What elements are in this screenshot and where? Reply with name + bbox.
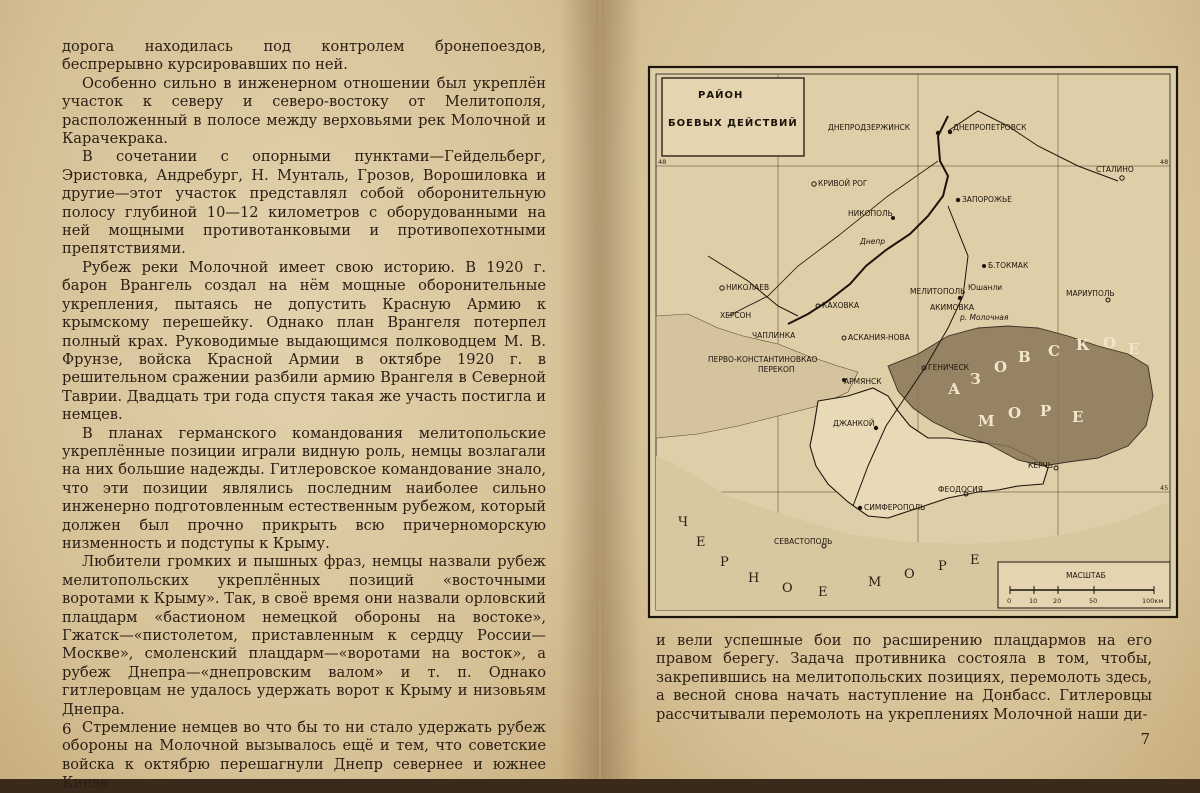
city-dot <box>958 296 962 300</box>
city-dot <box>936 131 940 135</box>
sea-letter: О <box>904 567 915 582</box>
city-dot <box>956 198 960 202</box>
sea-letter: Е <box>970 553 980 568</box>
scale-tick-label: 100км <box>1142 597 1164 605</box>
city-label: ЧАПЛИНКА <box>752 331 796 340</box>
city-label: АСКАНИЯ-НОВА <box>848 333 910 342</box>
sea-letter: М <box>868 575 882 590</box>
sea-letter: О <box>782 581 793 596</box>
city-label: ДНЕПРОПЕТРОВСК <box>953 123 1027 132</box>
sea-letter: З <box>970 370 981 388</box>
grid-label: 45 <box>1160 484 1169 492</box>
river-label: Днепр <box>860 237 886 246</box>
scale-tick-label: 20 <box>1053 597 1062 605</box>
sea-letter: Н <box>748 571 760 586</box>
city-label: АКИМОВКА <box>930 303 975 312</box>
gutter-shadow <box>601 0 641 779</box>
sea-letter: Ч <box>678 515 689 530</box>
battle-area-map <box>648 66 1178 618</box>
paragraph: В сочетании с опорными пунктами—Гейдельберг, Эристовка, Андребург, Н. Мунталь, Грозов, Ворошиловка и другие—этот участок представлял собой оборонительную полосу глубиной 10—12 километров с оборудованными на ней мощными противотанковыми и противопехотными препятствиями. <box>62 148 546 258</box>
paragraph: Особенно сильно в инженерном отношении был укреплён участок к северу и северо-востоку от Мелитополя, расположенный в полосе между верховьями рек Молочной и Карачекрака. <box>62 74 546 148</box>
left-page <box>0 0 600 792</box>
city-label: СТАЛИНО <box>1096 165 1134 174</box>
city-dot <box>858 506 862 510</box>
sea-letter: Р <box>938 559 947 574</box>
city-label: КЕРЧЬ <box>1028 461 1053 470</box>
map-title: РАЙОН <box>698 90 744 101</box>
paragraph: и вели успешные бои по расширению плацдармов на его правом берегу. Задача противника состояла в том, чтобы, закрепившись на мелитопольских позициях, перемолоть здесь, а весной снова начать наступление на Донбасс. Гитлеровцы рассчитывали перемолоть на укреплениях Молочной наши ди- <box>656 632 1152 723</box>
city-label: Б.ТОКМАК <box>988 261 1029 270</box>
city-label: ДЖАНКОЙ <box>833 419 875 428</box>
sea-letter: Е <box>1072 408 1084 426</box>
city-label: НИКОПОЛЬ <box>848 209 893 218</box>
city-label: АРМЯНСК <box>844 377 882 386</box>
left-page-text <box>62 38 546 793</box>
city-label: Юшанли <box>968 283 1003 292</box>
right-page-text <box>656 632 1152 724</box>
sea-letter: Р <box>1040 402 1052 420</box>
sea-letter: А <box>948 380 961 398</box>
page-number: 7 <box>1140 730 1150 748</box>
city-label: СИМФЕРОПОЛЬ <box>864 503 926 512</box>
city-label: ПЕРЕКОП <box>758 365 795 374</box>
grid-label: 48 <box>658 158 667 166</box>
scale-label: МАСШТАБ <box>1066 571 1106 580</box>
sea-letter: Е <box>1128 340 1140 358</box>
sea-letter: Р <box>720 555 729 570</box>
scale-tick-label: 10 <box>1029 597 1038 605</box>
city-label: ХЕРСОН <box>720 311 752 320</box>
city-label: ПЕРВО-КОНСТАНТИНОВКАО <box>708 355 818 364</box>
sea-letter: О <box>1103 334 1117 352</box>
city-label: НИКОЛАЕВ <box>726 283 770 292</box>
paragraph: В планах германского командования мелитопольские укреплённые позиции играли видную роль, немцы возлагали на них большие надежды. Гитлеровское командование знало, что эти позиции являлись последним наиболее сильно инженерно подготовленным естественным рубежом, который должен был прочно прикрыть всю причерноморскую низменность и подступы к Крыму. <box>62 424 546 552</box>
sea-letter: К <box>1076 336 1090 354</box>
paragraph: дорога находилась под контролем бронепоездов, беспрерывно курсировавших по ней. <box>62 38 546 74</box>
sea-letter: В <box>1018 348 1031 366</box>
gutter-shadow <box>559 0 599 779</box>
page-number: 6 <box>62 720 72 738</box>
city-label: КАХОВКА <box>822 301 860 310</box>
sea-letter: Е <box>696 535 706 550</box>
map-svg <box>648 66 1178 618</box>
sea-letter: О <box>994 358 1008 376</box>
river-label: р. Молочная <box>960 313 1009 322</box>
map-scale <box>998 562 1170 608</box>
scale-tick-label: 0 <box>1007 597 1012 605</box>
sea-letter: О <box>1008 404 1022 422</box>
city-label: ДНЕПРОДЗЕРЖИНСК <box>828 123 911 132</box>
sea-letter: Е <box>818 585 828 600</box>
city-label: ЗАПОРОЖЬЕ <box>962 195 1012 204</box>
city-label: СЕВАСТОПОЛЬ <box>774 537 833 546</box>
city-label: ГЕНИЧЕСК <box>928 363 970 372</box>
map-title: БОЕВЫХ ДЕЙСТВИЙ <box>668 118 798 129</box>
city-dot <box>982 264 986 268</box>
paragraph: Стремление немцев во что бы то ни стало удержать рубеж обороны на Молочной вызывалось ещё и тем, что советские войска к октябрю перешагнули Днепр севернее и южнее Киева <box>62 719 546 792</box>
paragraph: Рубеж реки Молочной имеет свою историю. В 1920 г. барон Врангель создал на нём мощные оборонительные укрепления, пытаясь не допустить Красную Армию к крымскому перешейку. Однако план Врангеля потерпел полный крах. Руководимые выдающимся полководцем М. В. Фрунзе, войска Красной Армии в октябре 1920 г. в решительном сражении разбили армию Врангеля в Северной Таврии. Двадцать три года спустя такая же участь постигла и немцев. <box>62 258 546 424</box>
city-label: КРИВОЙ РОГ <box>818 179 868 188</box>
city-label: МЕЛИТОПОЛЬ <box>910 287 966 296</box>
city-label: МАРИУПОЛЬ <box>1066 289 1115 298</box>
sea-letter: С <box>1048 342 1060 360</box>
city-dot <box>948 130 952 134</box>
grid-label: 48 <box>1160 158 1169 166</box>
scale-tick-label: 50 <box>1089 597 1098 605</box>
city-label: ФЕОДОСИЯ <box>938 485 983 494</box>
sea-letter: М <box>978 412 995 430</box>
paragraph: Любители громких и пышных фраз, немцы назвали рубеж мелитопольских укреплённых позиций «восточными воротами к Крыму». Так, в своё время они назвали орловский плацдарм «бастионом немецкой обороны на востоке», Гжатск—«пистолетом, приставленным к сердцу России—Москве», смоленский плацдарм—«воротами на восток», а рубеж Днепра—«днепровским валом» и т. п. Однако гитлеровцам не удалось удержать ворот к Крыму и низовьям Днепра. <box>62 553 546 718</box>
